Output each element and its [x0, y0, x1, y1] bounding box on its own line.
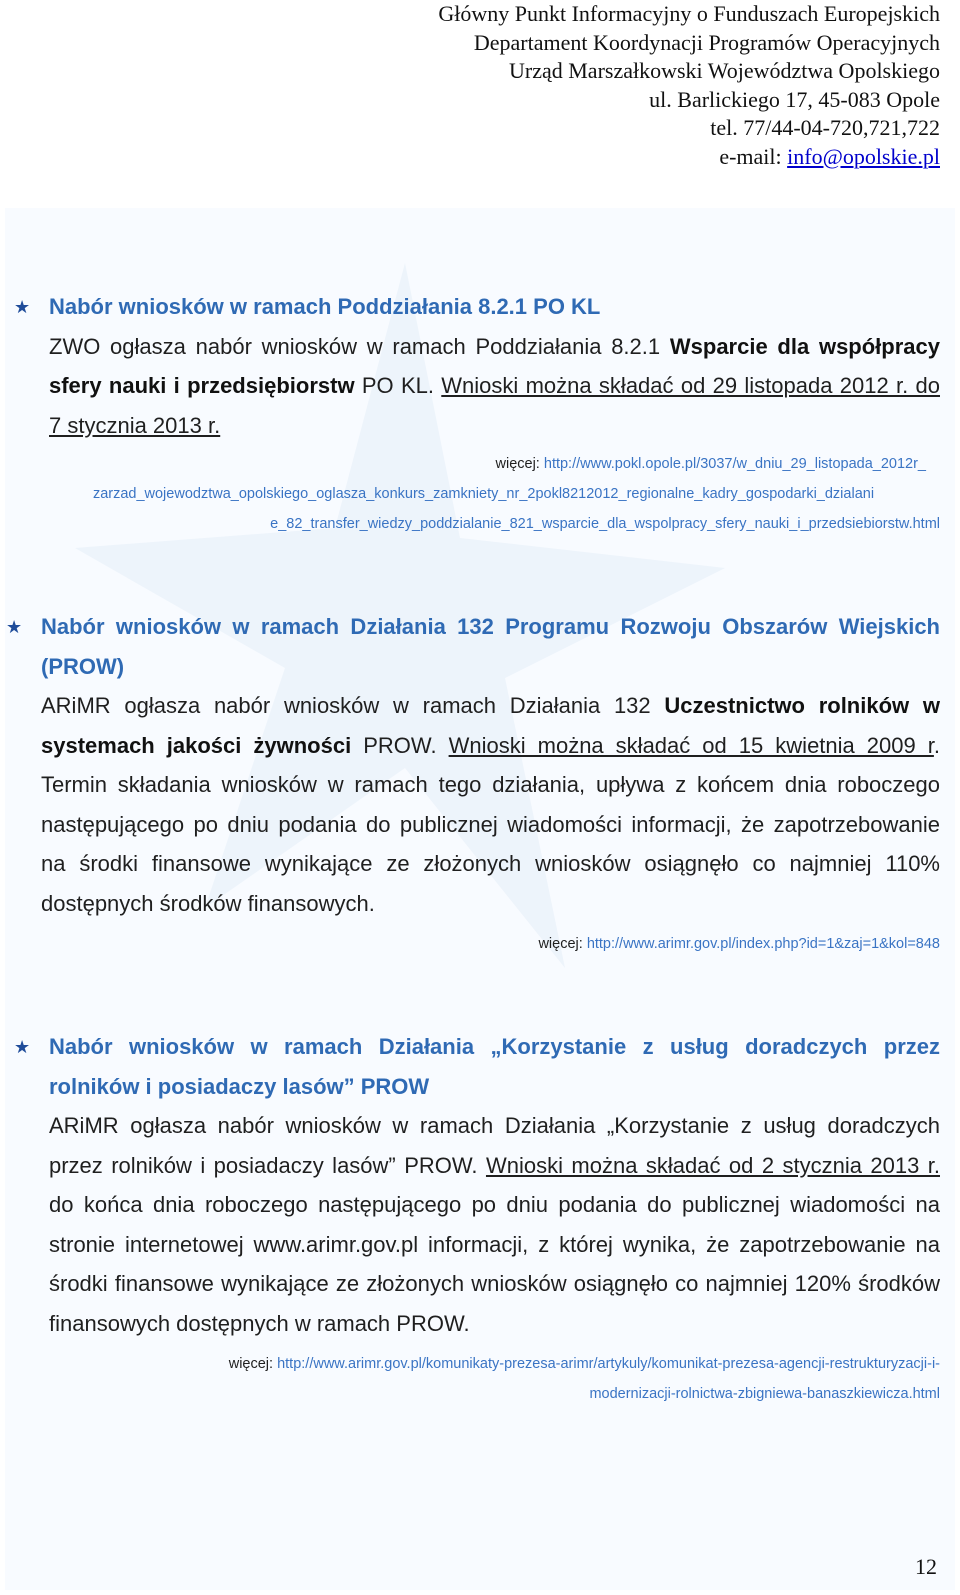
- more-link-line: [49, 449, 940, 479]
- body-text: ARiMR ogłasza nabór wniosków w ramach Działania „Korzystanie z usług doradczych przez rolników i posiadaczy lasów” PROW.: [49, 1113, 940, 1178]
- more-label: więcej:: [538, 936, 587, 952]
- news-item-title: Nabór wniosków w ramach Działania 132 Programu Rozwoju Obszarów Wiejskich (PROW): [41, 614, 940, 679]
- more-link[interactable]: http://www.pokl.opole.pl/3037/w_dniu_29_listopada_2012r_: [543, 456, 926, 472]
- header-line-institution: Urząd Marszałkowski Województwa Opolskiego: [509, 58, 940, 83]
- more-link-line: [41, 929, 940, 959]
- more-link-continued[interactable]: zarzad_wojewodztwa_opolskiego_oglasza_konkurs_zamkniety_nr_2pokl8212012_regionalne_kadry_gospodarki_dzialani: [92, 486, 875, 502]
- news-item-1: [49, 287, 940, 539]
- content-panel: [5, 208, 955, 1590]
- more-label: więcej:: [228, 1356, 278, 1372]
- contact-header: [240, 0, 940, 171]
- body-text: PO KL.: [354, 373, 442, 398]
- page-number: 12: [915, 1554, 937, 1579]
- news-item-3: [49, 1027, 940, 1409]
- body-text: PROW.: [351, 732, 449, 758]
- more-link-continued[interactable]: modernizacji-rolnictwa-zbigniewa-banaszkiewicza.html: [589, 1386, 940, 1402]
- action-name: Uczestnictwo rolników w systemach jakości żywności: [41, 693, 940, 758]
- body-text: ARiMR ogłasza nabór wniosków w ramach Działania 132: [41, 693, 665, 718]
- star-bullet-icon: ★: [14, 1037, 31, 1057]
- deadline-text: Wnioski można składać od 15 kwietnia 2009 r: [448, 732, 934, 758]
- news-item-title: Nabór wniosków w ramach Działania „Korzystanie z usług doradczych przez rolników i posiadaczy lasów” PROW: [49, 1034, 940, 1099]
- news-item-body: [49, 1106, 940, 1343]
- header-line-email: [240, 143, 940, 172]
- header-line-address: ul. Barlickiego 17, 45-083 Opole: [649, 86, 940, 112]
- star-bullet-icon: ★: [6, 617, 23, 637]
- body-text: do końca dnia roboczego następującego po dniu podania do publicznej wiadomości na stronie internetowej www.arimr.gov.pl informacji, z której wynika, że zapotrzebowanie na środki finansowe wynikające ze złożonych wniosków osiągnęło co najmniej 120% środków finansowych dostępnych w ramach PROW.: [49, 1192, 940, 1336]
- deadline-text: Wnioski można składać od 29 listopada 2012 r. do 7 stycznia 2013 r.: [49, 373, 940, 438]
- news-item-body: [41, 686, 940, 923]
- body-text: . Termin składania wniosków w ramach tego działania, upływa z końcem dnia roboczego następującego po dniu podania do publicznej wiadomości informacji, że zapotrzebowanie na środki finansowe wynikające ze złożonych wniosków osiągnęło co najmniej 110% dostępnych środków finansowych.: [41, 732, 941, 916]
- more-link-line: [49, 1349, 940, 1379]
- news-item-body: [49, 327, 940, 446]
- header-line-phone: tel. 77/44-04-720,721,722: [710, 115, 940, 140]
- body-text: ZWO ogłasza nabór wniosków w ramach Poddziałania 8.2.1: [49, 333, 670, 359]
- news-item-2: [41, 607, 940, 959]
- action-name: Wsparcie dla współpracy sfery nauki i przedsiębiorstw: [49, 333, 941, 398]
- email-link[interactable]: info@opolskie.pl: [787, 143, 940, 169]
- more-label: więcej:: [495, 456, 544, 472]
- more-link[interactable]: http://www.arimr.gov.pl/komunikaty-prezesa-arimr/artykuly/komunikat-prezesa-agencji-restrukturyzacji-i-: [277, 1356, 940, 1372]
- deadline-text: Wnioski można składać od 2 stycznia 2013 r.: [485, 1152, 940, 1178]
- email-label: e-mail:: [719, 143, 788, 169]
- header-line-office: Główny Punkt Informacyjny o Funduszach Europejskich: [438, 1, 940, 26]
- more-link-continued[interactable]: e_82_transfer_wiedzy_poddzialanie_821_wsparcie_dla_wspolpracy_sfery_nauki_i_przedsiebiorstw.html: [270, 516, 940, 532]
- news-item-title: Nabór wniosków w ramach Poddziałania 8.2.1 PO KL: [49, 294, 601, 319]
- more-link[interactable]: http://www.arimr.gov.pl/index.php?id=1&zaj=1&kol=848: [586, 936, 940, 952]
- header-line-department: Departament Koordynacji Programów Operacyjnych: [473, 29, 940, 55]
- star-bullet-icon: ★: [14, 297, 31, 317]
